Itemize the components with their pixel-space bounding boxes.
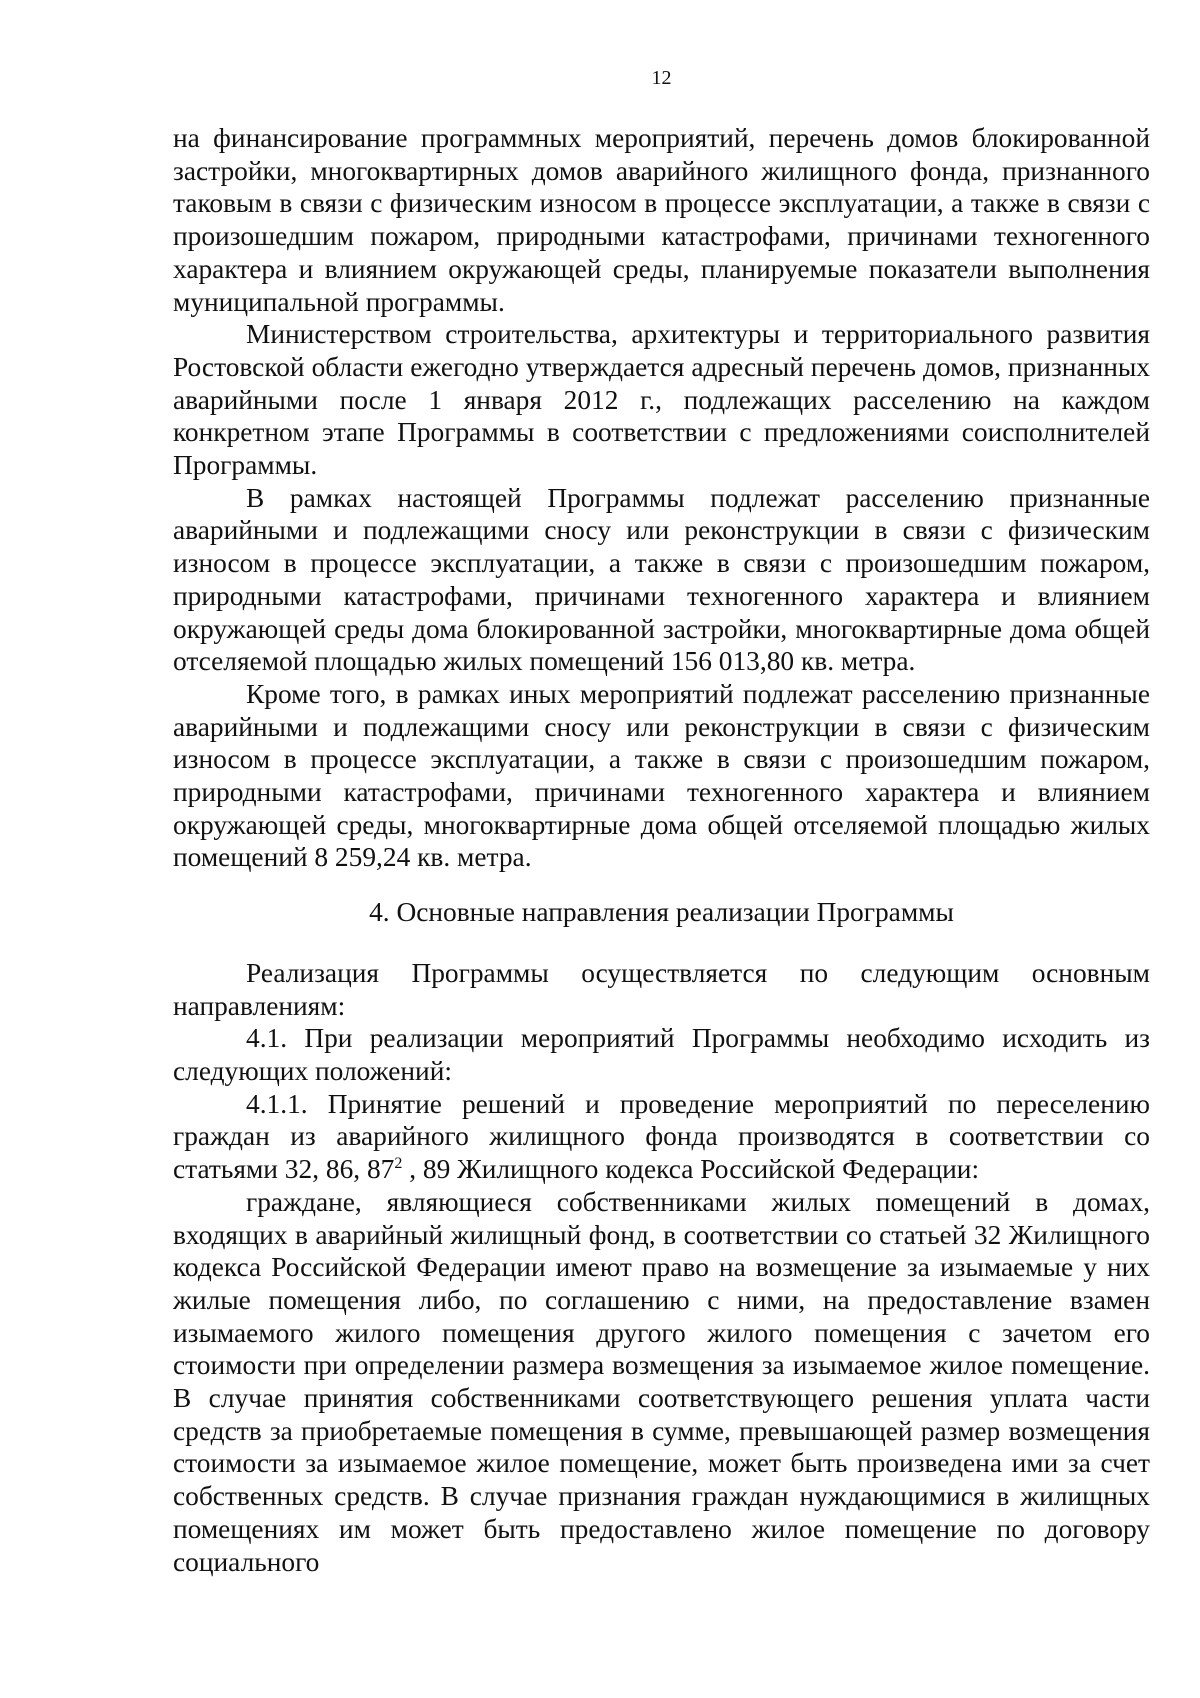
document-page <box>173 64 1150 1578</box>
paragraph-directions: Реализация Программы осуществляется по следующим основным направлениям: <box>173 957 1150 1021</box>
paragraph-4-1-1 <box>173 1088 1150 1186</box>
paragraph-4-1: 4.1. При реализации мероприятий Программы необходимо исходить из следующих положений: <box>173 1023 1150 1086</box>
paragraph-continuation: на финансирование программных мероприятий, перечень домов блокированной застройки, многоквартирных домов аварийного жилищного фонда, признанного таковым в связи с физическим износом в процессе эксплуатации, а также в связи с произошедшим пожаром, природными катастрофами, причинами техногенного характера и влиянием окружающей среды, планируемые показатели выполнения муниципальной программы. <box>173 123 1150 317</box>
paragraph-4-1-1-text-tail: , 89 Жилищного кодекса Российской Федерации: <box>402 1154 980 1185</box>
paragraph-owners-rights: граждане, являющиеся собственниками жилых помещений в домах, входящих в аварийный жилищный фонд, в соответствии со статьей 32 Жилищного кодекса Российской Федерации имеют право на возмещение за изымаемые у них жилые помещения либо, по соглашению с ними, на предоставление взамен изымаемого жилого помещения другого жилого помещения с зачетом его стоимости при определении размера возмещения за изымаемое жилое помещение. В случае принятия собственниками соответствующего решения уплата части средств за приобретаемые помещения в сумме, превышающей размер возмещения стоимости за изымаемое жилое помещение, может быть произведена ими за счет собственных средств. В случае признания граждан нуждающимися в жилищных помещениях им может быть предоставлено жилое помещение по договору социального <box>173 1186 1150 1577</box>
paragraph-ministry-list: Министерством строительства, архитектуры и территориального развития Ростовской области ежегодно утверждается адресный перечень домов, признанных аварийными после 1 января 2012 г., подлежащих расселению на каждом конкретном этапе Программы в соответствии с предложениями соисполнителей Программы. <box>173 319 1150 481</box>
paragraph-program-scope: В рамках настоящей Программы подлежат расселению признанные аварийными и подлежащими сносу или реконструкции в связи с физическим износом в процессе эксплуатации, а также в связи с произошедшим пожаром, природными катастрофами, причинами техногенного характера и влиянием окружающей среды дома блокированной застройки, многоквартирные дома общей отселяемой площадью жилых помещений 156 013,80 кв. метра. <box>173 482 1150 677</box>
section-heading: 4. Основные направления реализации Программы <box>369 897 954 928</box>
page-number: 12 <box>651 67 672 89</box>
paragraph-other-measures: Кроме того, в рамках иных мероприятий подлежат расселению признанные аварийными и подлежащими сносу или реконструкции в связи с физическим износом в процессе эксплуатации, а также в связи с произошедшим пожаром, природными катастрофами, причинами техногенного характера и влиянием окружающей среды, многоквартирные дома общей отселяемой площадью жилых помещений 8 259,24 кв. метра. <box>173 678 1150 873</box>
superscript-article-number: 2 <box>394 1154 403 1172</box>
paragraph-4-1-1-text: 4.1.1. Принятие решений и проведение мероприятий по переселению граждан из аварийного жилищного фонда производятся в соответствии со статьями 32, 86, 87 <box>173 1088 1150 1185</box>
